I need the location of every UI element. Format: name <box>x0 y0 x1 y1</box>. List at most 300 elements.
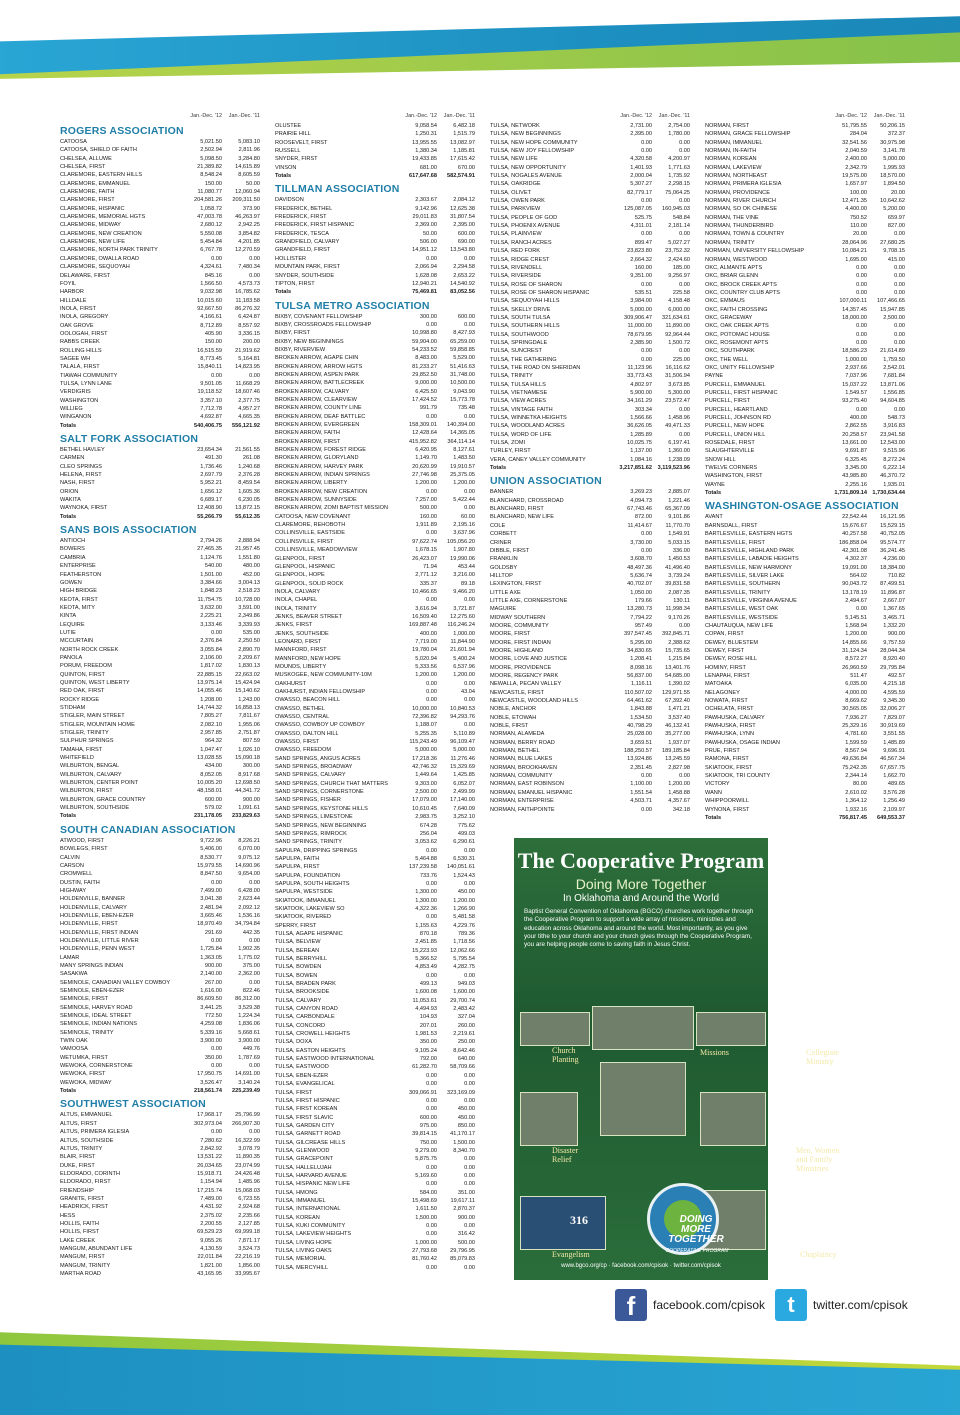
amount-2011: 94,293.76 <box>450 714 475 721</box>
church-row <box>60 912 260 920</box>
amount-2011: 0.00 <box>679 406 690 413</box>
amount-2012: 1,058.72 <box>200 205 222 212</box>
amount-2012: 75,242.35 <box>842 764 867 771</box>
church-name: OWASSO, BEACON HILL <box>275 697 341 704</box>
church-row <box>705 614 905 622</box>
amount-2012: 750.52 <box>849 214 867 221</box>
church-row <box>275 147 475 155</box>
amount-2011: 489.65 <box>887 781 905 788</box>
church-row <box>705 406 905 414</box>
column-header <box>705 112 905 122</box>
church-name: WILBURTON, CALVARY <box>60 771 122 778</box>
amount-2011: 1,515.79 <box>453 131 475 138</box>
church-name: WHIPPOORWILL <box>705 798 750 805</box>
amount-2012: 2,451.85 <box>415 939 437 946</box>
amount-2012: 1,500.00 <box>415 1214 437 1221</box>
church-name: TULSA, CANYON ROAD <box>275 1006 338 1013</box>
church-name: WILLIEG <box>60 406 83 412</box>
church-row <box>490 264 690 272</box>
church-row <box>275 513 475 521</box>
amount-2011: 3,576.28 <box>883 789 905 796</box>
amount-2012: 25,028.00 <box>627 731 652 738</box>
amount-2011: 0.00 <box>679 139 690 146</box>
church-name: CLAREMORE, MEMORIAL HGTS <box>60 214 146 221</box>
amount-2011: 2,870.37 <box>453 1206 475 1213</box>
missions-label <box>700 1048 729 1057</box>
amount-2011: 9,345.30 <box>883 698 905 705</box>
amount-2012: 2,225.21 <box>200 613 222 620</box>
church-row <box>60 712 260 720</box>
amount-2011: 0.00 <box>679 198 690 205</box>
church-row <box>60 796 260 804</box>
church-name: TULSA, ROSE OF SHARON HISPANIC <box>490 289 590 296</box>
church-row <box>60 779 260 787</box>
church-name: HOLDENVILLE, CALVARY <box>60 904 127 911</box>
amount-2011: 261.08 <box>242 455 260 462</box>
amount-2012: 4,494.93 <box>415 1006 437 1013</box>
amount-2011: 89.18 <box>461 580 475 587</box>
church-name: CLAREMORE, REHOBOTH <box>275 522 346 529</box>
church-row <box>705 572 905 580</box>
amount-2012: 302,973.04 <box>194 1120 222 1127</box>
amount-2011: 9,256.97 <box>668 273 690 280</box>
church-name: SAND SPRINGS, KEYSTONE HILLS <box>275 805 368 812</box>
amount-2011: 9,170.26 <box>668 614 690 621</box>
church-row <box>705 630 905 638</box>
amount-2011: 6,222.14 <box>883 465 905 472</box>
amount-2011: 2,885.07 <box>668 489 690 496</box>
amount-2012: 0.00 <box>426 689 437 695</box>
association-title: ROGERS ASSOCIATION <box>60 125 184 137</box>
church-name: PAWHUSKA, LYNN <box>705 731 755 738</box>
totals-row <box>60 422 260 430</box>
amount-2012: 71.94 <box>423 563 437 570</box>
amount-2012: 12,940.21 <box>412 280 437 287</box>
church-name: OCHELATA, FIRST <box>705 706 754 713</box>
church-name: CARSON <box>60 862 84 869</box>
church-row <box>60 1170 260 1178</box>
church-name: DELAWARE, FIRST <box>60 272 111 279</box>
church-row <box>60 1253 260 1261</box>
totals-row <box>705 814 905 822</box>
church-name: TULSA, WOODLAND ACRES <box>490 423 565 430</box>
amount-2011: 11,276.46 <box>450 755 475 762</box>
church-row <box>60 1111 260 1119</box>
church-row <box>705 747 905 755</box>
amount-2012: 0.00 <box>856 331 867 338</box>
church-name: CLAREMORE, FAITH <box>60 189 115 196</box>
church-row <box>275 280 475 288</box>
church-row <box>490 513 690 521</box>
amount-2011: 46,370.72 <box>880 473 905 480</box>
amount-2012: 5,406.00 <box>200 846 222 853</box>
church-row <box>275 529 475 537</box>
amount-2012: 0.00 <box>211 255 222 262</box>
church-name: TWIN OAK <box>60 1038 88 1045</box>
amount-2012: 1,695.00 <box>845 256 867 263</box>
amount-2012: 3,269.23 <box>630 489 652 496</box>
promo-urls: www.bgco.org/cp · facebook.com/cpisok · twitter.com/cpisok <box>561 1263 721 1269</box>
amount-2012: 0.00 <box>856 281 867 288</box>
church-name: DAVIDSON <box>275 197 304 204</box>
amount-2011: 822.46 <box>242 988 260 994</box>
amount-2012: 0.00 <box>211 1129 222 1136</box>
amount-2011: 0.00 <box>464 1181 475 1188</box>
church-name: TULSA, TRINITY <box>490 373 533 380</box>
total-2011: 55,612.35 <box>235 513 260 520</box>
amount-2012: 2,697.79 <box>200 472 222 479</box>
church-row <box>275 155 475 163</box>
church-name: WILBURTON, CENTER POINT <box>60 780 139 787</box>
church-name: TULSA, SOUTHERN HILLS <box>490 323 560 330</box>
amount-2011: 1,856.00 <box>238 1262 260 1269</box>
amount-2011: 11,890.35 <box>235 1154 260 1161</box>
amount-2012: 2,376.84 <box>200 638 222 645</box>
church-name: MOORE, COMMUNITY <box>490 622 549 629</box>
church-row <box>60 1228 260 1236</box>
church-row <box>275 663 475 671</box>
amount-2011: 3,336.15 <box>238 330 260 337</box>
church-name: OKC, ROSEMONT APTS <box>705 339 769 346</box>
church-row <box>60 637 260 645</box>
church-name: BLAIR, FIRST <box>60 1154 96 1161</box>
amount-2011: 21,601.94 <box>450 647 475 654</box>
amount-2011: 499.03 <box>457 830 475 837</box>
amount-2011: 0.00 <box>464 488 475 495</box>
amount-2012: 1,821.00 <box>200 1262 222 1269</box>
amount-2012: 1,551.54 <box>630 789 652 796</box>
church-name: NORMAN, EAST ROBINSON <box>490 781 564 788</box>
church-name: SPERRY, FIRST <box>275 922 317 929</box>
amount-2012: 5,255.35 <box>415 730 437 737</box>
amount-2011: 2,109.97 <box>883 806 905 813</box>
amount-2012: 100.00 <box>849 189 867 196</box>
amount-2011: 8,917.68 <box>238 771 260 778</box>
promo-title: The Cooperative Program <box>517 848 765 873</box>
church-name: BIXBY, FIRST <box>275 330 311 337</box>
church-row <box>705 130 905 138</box>
church-row <box>60 446 260 454</box>
church-name: TULSA, BRADEN PARK <box>275 981 336 988</box>
church-name: GOWEN <box>60 579 82 586</box>
church-row <box>705 714 905 722</box>
church-row <box>275 830 475 838</box>
church-name: LAMAR <box>60 954 80 961</box>
church-name: NEWCASTLE, WOODLAND HILLS <box>490 698 578 705</box>
amount-2012: 1,116.11 <box>631 681 652 688</box>
amount-2011: 1,215.84 <box>668 656 690 663</box>
church-name: TULSA, GLENWOOD <box>275 1147 330 1154</box>
church-row <box>705 339 905 347</box>
amount-2012: 179.66 <box>634 597 652 604</box>
amount-2011: 3,216.00 <box>453 572 475 579</box>
amount-2012: 6,035.00 <box>845 681 867 688</box>
church-name: TULSA, EASTON HEIGHTS <box>275 1047 346 1054</box>
church-row <box>275 997 475 1005</box>
church-name: NORMAN, TOWN & COUNTRY <box>705 231 785 238</box>
amount-2012: 4,322.36 <box>415 905 437 912</box>
church-row <box>275 805 475 813</box>
church-name: INOLA, TRINITY <box>275 605 317 612</box>
amount-2012: 31,124.34 <box>842 647 867 654</box>
twitter-link[interactable] <box>775 1289 908 1321</box>
church-row <box>60 612 260 620</box>
church-row <box>275 680 475 688</box>
amount-2011: 1,485.89 <box>883 739 905 746</box>
church-name: FREDERICK, TESCA <box>275 230 329 237</box>
church-row <box>490 605 690 613</box>
church-row <box>275 1205 475 1213</box>
amount-2011: 46,263.97 <box>235 214 260 221</box>
church-row <box>275 413 475 421</box>
totals-row <box>60 1087 260 1095</box>
church-name: TALALA, FIRST <box>60 364 100 371</box>
amount-2012: 4,302.37 <box>845 556 867 563</box>
church-name: OWASSO, DALTON HILL <box>275 730 339 737</box>
amount-2012: 64,461.62 <box>627 698 652 705</box>
amount-2012: 1,848.23 <box>200 588 222 595</box>
amount-2012: 9,032.98 <box>200 289 222 296</box>
amount-2012: 750.00 <box>419 1139 437 1146</box>
amount-2012: 17,218.36 <box>412 755 437 762</box>
amount-2011: 50.00 <box>246 180 260 187</box>
church-name: WEWOKA, CORNERSTONE <box>60 1063 133 1070</box>
amount-2011: 23,572.47 <box>665 398 690 405</box>
church-row <box>490 730 690 738</box>
church-row <box>60 754 260 762</box>
church-name: ROCKY RIDGE <box>60 696 100 703</box>
church-row <box>705 372 905 380</box>
church-row <box>490 130 690 138</box>
church-name: SAND SPRINGS, ANGUS ACRES <box>275 755 361 762</box>
church-row <box>490 522 690 530</box>
amount-2012: 0.00 <box>641 773 652 780</box>
amount-2011: 4,200.97 <box>668 156 690 163</box>
church-name: BIXBY, CROSSROADS FELLOWSHIP <box>275 321 372 328</box>
amount-2011: 450.00 <box>457 1114 475 1121</box>
church-row <box>60 305 260 313</box>
church-name: NORMAN, PROVIDENCE <box>705 189 770 196</box>
church-row <box>275 838 475 846</box>
church-row <box>490 622 690 630</box>
church-row <box>490 672 690 680</box>
amount-2012: 2,255.16 <box>845 481 867 488</box>
amount-2011: 548.73 <box>887 415 905 422</box>
amount-2012: 845.16 <box>204 272 222 279</box>
church-name: WHITEFIELD <box>60 755 94 762</box>
amount-2012: 4,781.60 <box>845 731 867 738</box>
church-name: CLAREMORE, EMMANUEL <box>60 180 131 187</box>
church-name: TIAWAH COMMUNITY <box>60 372 118 379</box>
amount-2011: 453.44 <box>457 563 475 570</box>
church-name: RUSSELL <box>275 148 301 155</box>
church-row <box>275 388 475 396</box>
collegiate-photo <box>696 1012 766 1046</box>
amount-2012: 8,669.62 <box>845 698 867 705</box>
church-name: SAPULPA, DRIPPING SPRINGS <box>275 847 358 854</box>
church-row <box>60 895 260 903</box>
church-row <box>275 396 475 404</box>
church-name: NORMAN, SO OK CHINESE <box>705 206 778 213</box>
amount-2012: 3,384.66 <box>200 579 222 586</box>
church-planting-photo <box>520 1012 590 1046</box>
church-name: MANGUM, FIRST <box>60 1254 105 1261</box>
amount-2012: 40,257.58 <box>842 531 867 538</box>
amount-2011: 1,224.34 <box>238 1013 260 1020</box>
church-name: MANNFORD, NEW HOPE <box>275 655 341 662</box>
amount-2012: 43,165.95 <box>197 1271 222 1277</box>
amount-2012: 186,858.04 <box>839 539 867 546</box>
church-name: FREDERICK, FIRST HISPANIC <box>275 222 355 229</box>
totals-row <box>275 288 475 296</box>
amount-2012: 3,041.38 <box>200 896 222 903</box>
amount-2012: 2,400.00 <box>845 156 867 163</box>
church-row <box>705 431 905 439</box>
amount-2012: 5,307.27 <box>630 181 652 188</box>
amount-2011: 12,062.66 <box>450 947 475 954</box>
chaplaincy-label <box>800 1250 836 1259</box>
church-row <box>60 405 260 413</box>
facebook-link[interactable] <box>615 1289 765 1321</box>
church-row <box>490 422 690 430</box>
church-name: OKC, FAITH CROSSING <box>705 306 768 313</box>
church-name: FRIENDSHIP <box>60 1187 94 1194</box>
church-name: NORMAN, FIRST <box>705 123 750 129</box>
church-name: TIPTON, FIRST <box>275 280 315 287</box>
church-name: BARTLESVILLE, WEST OAK <box>705 606 779 613</box>
church-name: NORMAN, FAITHPOINTE <box>490 806 555 813</box>
amount-2012: 511.47 <box>850 673 867 679</box>
church-name: GLENPOOL, SOLID ROCK <box>275 580 344 587</box>
amount-2012: 5,333.56 <box>415 663 437 670</box>
amount-2012: 415,952.82 <box>409 438 437 445</box>
church-row <box>60 180 260 188</box>
church-name: LEQUIRE <box>60 621 85 628</box>
amount-2012: 18,000.00 <box>842 314 867 321</box>
amount-2012: 54,233.52 <box>412 346 437 353</box>
church-row <box>490 530 690 538</box>
church-row <box>705 472 905 480</box>
church-name: SKIATOOK, IMMANUEL <box>275 897 336 904</box>
amount-2011: 3,551.55 <box>883 731 905 738</box>
amount-2012: 5,339.16 <box>200 1029 222 1036</box>
church-row <box>60 571 260 579</box>
church-name: BARTLESVILLE, FIRST <box>705 539 765 546</box>
amount-2011: 6,230.05 <box>238 497 260 504</box>
amount-2011: 0.00 <box>464 597 475 604</box>
church-name: MOORE, LOVE AND JUSTICE <box>490 656 568 663</box>
church-name: TULSA, INTERNATIONAL <box>275 1206 341 1213</box>
promo-subtitle: Doing More Together <box>575 876 707 892</box>
amount-2012: 4,802.97 <box>630 381 652 388</box>
amount-2011: 2,181.14 <box>668 223 690 230</box>
amount-2011: 21,614.89 <box>880 348 905 355</box>
amount-2011: 1,450.53 <box>668 556 690 563</box>
church-name: HEADRICK, FIRST <box>60 1204 109 1211</box>
amount-2012: 397,547.45 <box>624 631 652 638</box>
church-row <box>60 662 260 670</box>
amount-2012: 78,679.95 <box>627 331 652 338</box>
amount-2011: 225.00 <box>672 356 690 363</box>
church-row <box>60 1195 260 1203</box>
amount-2011: 9,101.86 <box>668 514 690 521</box>
church-name: HOLDENVILLE, FIRST INDIAN <box>60 929 139 936</box>
church-row <box>490 205 690 213</box>
church-row <box>60 537 260 545</box>
amount-2011: 6,290.61 <box>453 839 475 846</box>
amount-2012: 81,233.27 <box>412 363 437 370</box>
amount-2011: 160,945.03 <box>662 206 690 213</box>
amount-2011: 3,465.71 <box>883 614 905 621</box>
church-name: MOORE, FIRST <box>490 631 531 638</box>
church-row <box>490 739 690 747</box>
church-name: BROKEN ARROW, SUNNYSIDE <box>275 497 357 504</box>
church-name: OKC, POTOMAC HOUSE <box>705 331 770 338</box>
church-row <box>705 639 905 647</box>
amount-2011: 11,183.58 <box>235 297 260 304</box>
church-row <box>705 297 905 305</box>
church-row <box>705 139 905 147</box>
church-name: SAPULPA, SOUTH HEIGHTS <box>275 880 350 887</box>
amount-2011: 0.00 <box>249 1129 260 1136</box>
church-name: TULSA, ZOMI <box>490 440 526 447</box>
church-name: TULSA, CALVARY <box>275 997 322 1004</box>
church-name: NORTH ROCK CREEK <box>60 646 119 653</box>
church-name: OKC, COUNTRY CLUB APTS <box>705 289 781 296</box>
church-name: RAMONA, FIRST <box>705 756 749 763</box>
church-row <box>490 297 690 305</box>
church-row <box>275 796 475 804</box>
amount-2011: 850.00 <box>457 1122 475 1129</box>
church-name: TULSA, PARKVIEW <box>490 206 541 213</box>
amount-2012: 50.00 <box>423 230 437 237</box>
church-row <box>60 297 260 305</box>
church-row <box>275 1097 475 1105</box>
amount-2012: 4,324.61 <box>200 264 222 271</box>
church-name: NORMAN, BETHEL <box>490 748 540 755</box>
amount-2011: 1,390.02 <box>668 681 690 688</box>
amount-2011: 1,556.85 <box>883 390 905 396</box>
church-name: BARTLESVILLE, TRINITY <box>705 589 771 596</box>
church-row <box>275 1147 475 1155</box>
church-name: NORMAN, IMMANUEL <box>705 139 763 146</box>
amount-2011: 0.00 <box>249 1063 260 1070</box>
church-name: LEXINGTON, FIRST <box>490 581 542 588</box>
church-row <box>275 1180 475 1188</box>
church-row <box>60 355 260 363</box>
church-row <box>490 614 690 622</box>
amount-2011: 34,794.84 <box>235 921 260 928</box>
church-name: CLAREMORE, MIDWAY <box>60 222 121 229</box>
amount-2011: 130.11 <box>673 597 690 604</box>
church-row <box>275 822 475 830</box>
amount-2012: 5,366.52 <box>415 956 437 962</box>
church-row <box>490 239 690 247</box>
amount-2011: 2,235.66 <box>238 1212 260 1219</box>
amount-2011: 14,690.96 <box>235 862 260 869</box>
totals-row <box>490 464 690 472</box>
amount-2012: 600.00 <box>419 1114 437 1121</box>
amount-2012: 15,979.55 <box>197 862 222 869</box>
amount-2011: 21,957.45 <box>235 546 260 553</box>
church-name: BARTLESVILLE, VIRGINIA AVENUE <box>705 597 797 604</box>
church-name: TULSA, ROSE OF SHARON <box>490 281 562 288</box>
amount-2011: 0.00 <box>679 348 690 355</box>
amount-2012: 11,000.00 <box>627 323 652 330</box>
amount-2012: 27,793.68 <box>412 1248 437 1255</box>
amount-2011: 92,964.44 <box>665 331 690 338</box>
church-name: HOMINY, FIRST <box>705 664 746 671</box>
